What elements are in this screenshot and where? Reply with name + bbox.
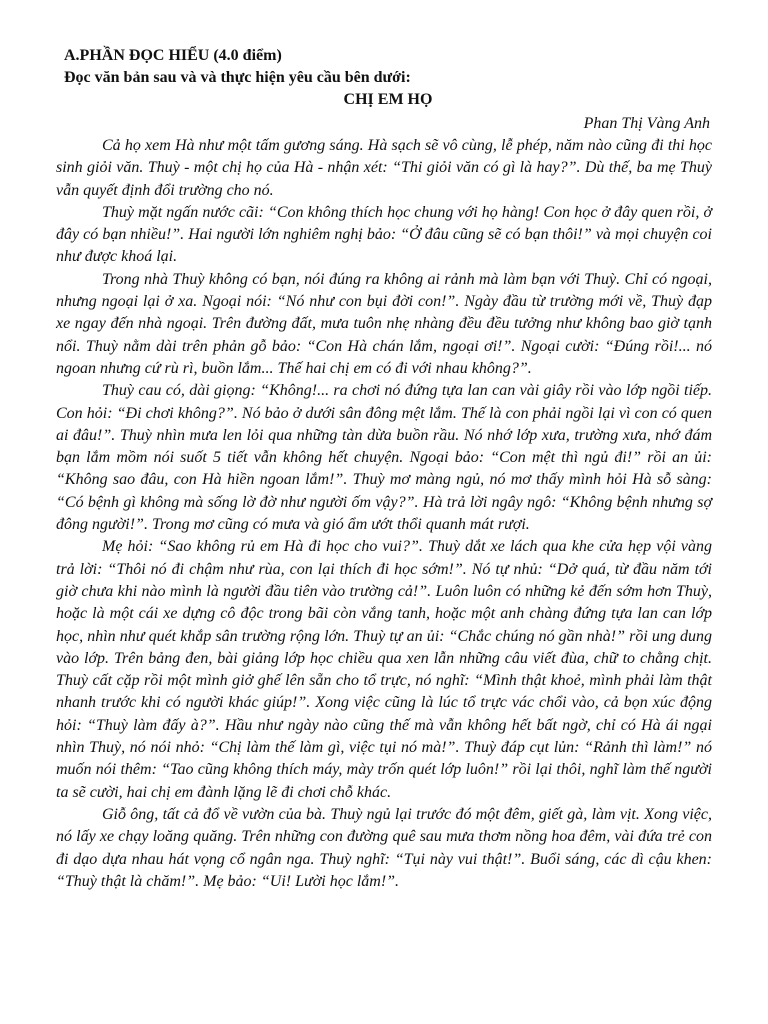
story-author: Phan Thị Vàng Anh xyxy=(583,115,710,132)
paragraph: Thuỳ cau có, dài giọng: “Không!... ra chơi nó đứng tựa lan can vài giây rồi vào lớp ngồi tiếp. Con hỏi: “Đi chơi không?”. Nó bảo ở dưới sân đông mệt lắm. Thế là con phải ngồi lại vì con có quen ai đâu!”. Thuỳ nhìn mưa len lỏi qua những tàn dừa buồn rầu. Nó nhớ lớp xưa, trường xưa, nhớ đám bạn lắm mồm nói suốt 5 tiết vẫn không hết chuyện. Ngoại bảo: “Con mệt thì ngủ đi!” rồi an ủi: “Không sao đâu, con Hà hiền ngoan lắm!”. Thuỳ mơ màng ngủ, nó mơ thấy mình hỏi Hà sỗ sàng: “Có bệnh gì không mà sống lờ đờ như người ốm vậy?”. Hà trả lời ngây ngô: “Không bệnh nhưng sợ đông người!”. Trong mơ cũng có mưa và gió ẩm ướt thổi quanh mát rượi. xyxy=(56,382,712,534)
story-title: CHỊ EM HỌ xyxy=(343,91,433,108)
instruction-line: Đọc văn bản sau và và thực hiện yêu cầu bên dưới: xyxy=(64,69,411,86)
section-heading: A.PHẦN ĐỌC HIỂU (4.0 điểm) xyxy=(64,47,282,64)
paragraph: Giỗ ông, tất cả đổ về vườn của bà. Thuỳ ngủ lại trước đó một đêm, giết gà, làm vịt. Xong việc, nó lấy xe chạy loăng quăng. Trên những con đường quê sau mưa thơm nồng hoa đêm, vài đứa trẻ con đi dạo dựa nhau hát vọng cổ ngân nga. Thuỳ nghĩ: “Tụi này vui thật!”. Buổi sáng, các dì cậu khen: “Thuỳ thật là chăm!”. Mẹ bảo: “Ui! Lười học lắm!”. xyxy=(56,805,712,890)
paragraph: Mẹ hỏi: “Sao không rủ em Hà đi học cho vui?”. Thuỳ dắt xe lách qua khe cửa hẹp vội vàng trả lời: “Thôi nó đi chậm như rùa, con lại thích đi học sớm!”. Nó tự nhủ: “Dở quá, từ đầu năm tới giờ chưa khi nào mình là người đầu tiên vào trường cả!”. Luôn luôn có những kẻ đến sớm hơn Thuỳ, hoặc là một cái xe dựng cô độc trong bãi còn vắng tanh, hoặc một anh chàng đứng tựa lan can lớp học, nhìn như quét khắp sân trường rộng lớn. Thuỳ tự an ủi: “Chắc chúng nó gần nhà!” rồi ung dung vào lớp. Trên bảng đen, bài giảng lớp học chiều qua xen lẫn những câu viết đùa, chữ to chằng chịt. Thuỳ cất cặp rồi một mình giở ghế lên sẵn cho tổ trực, nó nghĩ: “Mình thật khoẻ, mình phải làm thật nhanh trước khi có người khác giúp!”. Xong việc cũng là lúc tổ trực vác chổi vào, cả bọn xúc động hỏi: “Thuỳ làm đấy à?”. Hầu như ngày nào cũng thế mà vẫn không hết bất ngờ, chỉ có Hà ái ngại nhìn Thuỳ, nó nói nhỏ: “Chị làm thế làm gì, việc tụi nó mà!”. Thuỳ đáp cụt lủn: “Rảnh thì làm!” nó muốn nói thêm: “Tao cũng không thích máy, mày trốn quét lớp luôn!” rồi lại thôi, nghĩ làm thế người ta sẽ cười, hai chị em đành lặng lẽ đi chơi chỗ khác. xyxy=(56,538,712,801)
paragraph: Trong nhà Thuỳ không có bạn, nói đúng ra không ai rảnh mà làm bạn với Thuỳ. Chỉ có ngoại, nhưng ngoại lại ở xa. Ngoại nói: “Nó như con bụi đời con!”. Ngày đầu từ trường mới về, Thuỳ đạp xe ngay đến nhà ngoại. Trên đường đất, mưa tuôn nhẹ nhàng đều đều tưởng như không bao giờ tạnh nổi. Thuỳ nằm dài trên phản gỗ bảo: “Con Hà chán lắm, ngoại ơi!”. Ngoại cười: “Đúng rồi!... nó ngoan nhưng cứ rù rì, buồn lắm... Thế hai chị em có đi với nhau không?”. xyxy=(56,270,712,377)
paragraph: Thuỳ mặt ngấn nước cãi: “Con không thích học chung với họ hàng! Con học ở đây quen rồi, ở đây có bạn nhiều!”. Hai người lớn nghiêm nghị bảo: “Ở đâu cũng sẽ có bạn thôi!” và mọi chuyện coi như được khoá lại. xyxy=(56,203,712,266)
paragraph: Cả họ xem Hà như một tấm gương sáng. Hà sạch sẽ vô cùng, lễ phép, năm nào cũng đi thi học sinh giỏi văn. Thuỳ - một chị họ của Hà - nhận xét: “Thi giỏi văn có gì là hay?”. Dù thế, ba mẹ Thuỳ vẫn quyết định đổi trường cho nó. xyxy=(56,137,712,199)
story-body xyxy=(56,135,712,893)
